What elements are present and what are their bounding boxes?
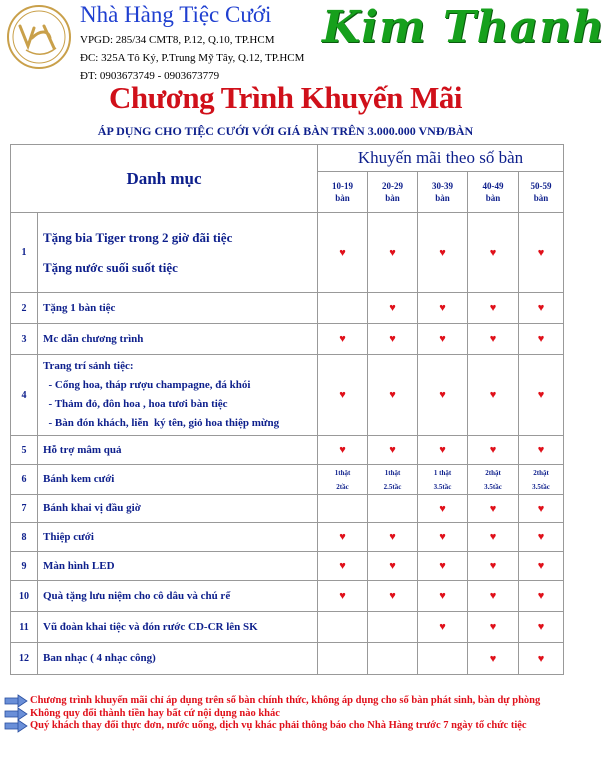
- heart-icon: ♥: [418, 552, 468, 581]
- note-item: [4, 708, 564, 720]
- office-address: VPGD: 285/34 CMT8, P.12, Q.10, TP.HCM: [80, 34, 275, 46]
- cake-size-cell: [318, 465, 368, 495]
- arrow-right-icon: [4, 695, 28, 707]
- heart-icon: ♥: [468, 324, 519, 355]
- heart-icon: ♥: [418, 612, 468, 643]
- row-number: 2: [11, 293, 38, 324]
- table-row: [11, 465, 564, 495]
- heart-icon: ♥: [418, 495, 468, 523]
- row-number: 3: [11, 324, 38, 355]
- cake-height: 2tầc: [336, 482, 349, 491]
- table-row: [11, 436, 564, 465]
- row-line: Vũ đoàn khai tiệc và đón rước CD-CR lên SK: [43, 620, 258, 633]
- heart-icon: ♥: [418, 355, 468, 436]
- heart-icon: ♥: [318, 213, 368, 293]
- row-line: Tặng bia Tiger trong 2 giờ đãi tiệc: [43, 229, 233, 245]
- restaurant-name: Nhà Hàng Tiệc Cưới: [80, 2, 272, 27]
- heart-icon: ♥: [368, 213, 418, 293]
- promotion-table: [10, 144, 564, 675]
- row-description: [38, 355, 318, 436]
- heart-icon: ♥: [468, 523, 519, 552]
- notes: [4, 695, 564, 733]
- promotion-title: Chương Trình Khuyến Mãi: [108, 80, 463, 115]
- cake-height: 2.5tầc: [383, 482, 402, 491]
- heart-icon: ♥: [519, 436, 564, 465]
- row-line: - Cổng hoa, tháp rượu champagne, đá khói: [43, 379, 251, 391]
- heart-icon: ♥: [418, 581, 468, 612]
- table-row: [11, 495, 564, 523]
- row-number: 10: [11, 581, 38, 612]
- heart-icon: ♥: [519, 523, 564, 552]
- heart-icon: ♥: [468, 293, 519, 324]
- column-unit: bàn: [385, 193, 400, 203]
- note-item: [4, 695, 564, 707]
- heart-icon: ♥: [418, 293, 468, 324]
- heart-icon: ♥: [368, 324, 418, 355]
- heart-icon: ♥: [318, 436, 368, 465]
- heart-icon: ♥: [418, 213, 468, 293]
- row-line: Trang trí sảnh tiệc:: [43, 360, 134, 372]
- heart-icon: ♥: [368, 355, 418, 436]
- row-number: 4: [11, 355, 38, 436]
- note-item: [4, 720, 564, 732]
- row-line: Mc dẫn chương trình: [43, 332, 144, 345]
- cake-size-cell: [468, 465, 519, 495]
- row-line: Thiệp cưới: [43, 530, 94, 543]
- heart-icon: ♥: [468, 643, 519, 675]
- heart-icon: ♥: [368, 523, 418, 552]
- heart-icon: ♥: [418, 436, 468, 465]
- cake-size-cell: [519, 465, 564, 495]
- heart-icon: ♥: [418, 324, 468, 355]
- empty-cell: [318, 612, 368, 643]
- row-number: 7: [11, 495, 38, 523]
- cake-tier: 1thật: [384, 468, 401, 477]
- heart-icon: ♥: [368, 581, 418, 612]
- row-description: [38, 495, 318, 523]
- row-description: [38, 324, 318, 355]
- cake-height: 3.5tầc: [532, 482, 550, 491]
- row-line: Bánh kem cưới: [43, 473, 115, 485]
- table-row: [11, 213, 564, 293]
- cake-size-cell: [368, 465, 418, 495]
- heart-icon: ♥: [318, 552, 368, 581]
- row-line: Bánh khai vị đầu giờ: [43, 502, 141, 514]
- column-header-10-19: [318, 172, 368, 213]
- cake-height: 3.5tầc: [484, 482, 502, 491]
- row-description: [38, 612, 318, 643]
- table-row: [11, 643, 564, 675]
- heart-icon: ♥: [468, 495, 519, 523]
- heart-icon: ♥: [468, 213, 519, 293]
- note-text: Chương trình khuyến mãi chỉ áp dụng trên số bàn chính thức, không áp dụng cho số bàn phát sinh, bàn dự phòng: [30, 695, 541, 706]
- empty-cell: [418, 643, 468, 675]
- brand-name: Kim Thanh: [322, 2, 605, 53]
- phone-number: ĐT: 0903673749 - 0903673779: [80, 70, 220, 82]
- heart-icon: ♥: [519, 552, 564, 581]
- venue-address: ĐC: 325A Tô Ký, P.Trung Mỹ Tây, Q.12, TP.HCM: [80, 52, 305, 64]
- table-row: [11, 293, 564, 324]
- empty-cell: [318, 293, 368, 324]
- row-line: - Thảm đỏ, đôn hoa , hoa tươi bàn tiệc: [43, 398, 228, 410]
- row-line: Quà tặng lưu niệm cho cô dâu và chú rể: [43, 589, 231, 602]
- row-number: 5: [11, 436, 38, 465]
- row-number: 6: [11, 465, 38, 495]
- row-description: [38, 213, 318, 293]
- note-text: Không quy đổi thành tiền hay bất cứ nội dụng nào khác: [30, 707, 280, 719]
- row-number: 1: [11, 213, 38, 293]
- heart-icon: ♥: [519, 213, 564, 293]
- row-line: Tặng nước suối suốt tiệc: [43, 259, 178, 275]
- row-description: [38, 581, 318, 612]
- column-header-30-39: [418, 172, 468, 213]
- heart-icon: ♥: [318, 355, 368, 436]
- empty-cell: [368, 612, 418, 643]
- cake-tier: 1thật: [334, 468, 351, 477]
- column-header-40-49: [468, 172, 519, 213]
- row-description: [38, 465, 318, 495]
- heart-icon: ♥: [519, 612, 564, 643]
- table-row: [11, 552, 564, 581]
- heart-icon: ♥: [468, 355, 519, 436]
- table-row: [11, 612, 564, 643]
- column-range: 40-49: [482, 181, 504, 191]
- restaurant-logo: [6, 4, 72, 70]
- empty-cell: [318, 643, 368, 675]
- heart-icon: ♥: [519, 324, 564, 355]
- row-line: Màn hình LED: [43, 559, 115, 572]
- arrow-right-icon: [4, 720, 28, 732]
- row-description: [38, 643, 318, 675]
- column-range: 10-19: [332, 181, 354, 191]
- heart-icon: ♥: [519, 355, 564, 436]
- heart-icon: ♥: [519, 495, 564, 523]
- row-line: - Bàn đón khách, liễn ký tên, giỏ hoa thiệp mừng: [43, 417, 280, 429]
- category-header: Danh mục: [11, 145, 318, 213]
- row-line: Tặng 1 bàn tiệc: [43, 301, 116, 314]
- column-header-50-59: [519, 172, 564, 213]
- table-row: [11, 581, 564, 612]
- cake-tier: 1 thật: [433, 468, 452, 477]
- heart-icon: ♥: [468, 552, 519, 581]
- row-number: 12: [11, 643, 38, 675]
- column-header-20-29: [368, 172, 418, 213]
- promotion-subtitle: ÁP DỤNG CHO TIỆC CƯỚI VỚI GIÁ BÀN TRÊN 3.000.000 VNĐ/BÀN: [97, 124, 474, 138]
- column-range: 50-59: [530, 181, 552, 191]
- heart-icon: ♥: [318, 581, 368, 612]
- heart-icon: ♥: [468, 612, 519, 643]
- row-description: [38, 293, 318, 324]
- heart-icon: ♥: [468, 436, 519, 465]
- table-row: [11, 324, 564, 355]
- empty-cell: [368, 643, 418, 675]
- column-unit: bàn: [485, 193, 501, 203]
- column-unit: bàn: [533, 193, 549, 203]
- cake-size-cell: [418, 465, 468, 495]
- heart-icon: ♥: [368, 436, 418, 465]
- row-number: 11: [11, 612, 38, 643]
- heart-icon: ♥: [368, 293, 418, 324]
- cake-tier: 2thật: [533, 468, 549, 477]
- heart-icon: ♥: [318, 324, 368, 355]
- column-range: 30-39: [432, 181, 454, 191]
- column-unit: bàn: [435, 193, 450, 203]
- heart-icon: ♥: [519, 643, 564, 675]
- row-number: 9: [11, 552, 38, 581]
- note-text: Quý khách thay đổi thực đơn, nước uống, dịch vụ khác phải thông báo cho Nhà Hàng trước 7 ngày tổ chức tiệc: [30, 720, 527, 731]
- row-description: [38, 552, 318, 581]
- row-description: [38, 436, 318, 465]
- arrow-right-icon: [4, 708, 28, 720]
- row-description: [38, 523, 318, 552]
- empty-cell: [318, 495, 368, 523]
- heart-icon: ♥: [468, 581, 519, 612]
- row-line: Ban nhạc ( 4 nhạc công): [43, 652, 156, 664]
- heart-icon: ♥: [318, 523, 368, 552]
- heart-icon: ♥: [519, 293, 564, 324]
- heart-icon: ♥: [368, 552, 418, 581]
- cake-height: 3.5tầc: [433, 482, 452, 491]
- promo-by-tables-header: Khuyến mãi theo số bàn: [318, 145, 564, 172]
- empty-cell: [368, 495, 418, 523]
- column-range: 20-29: [382, 181, 404, 191]
- row-number: 8: [11, 523, 38, 552]
- table-row: [11, 355, 564, 436]
- cake-tier: 2thật: [485, 468, 501, 477]
- table-row: [11, 523, 564, 552]
- heart-icon: ♥: [519, 581, 564, 612]
- column-unit: bàn: [335, 193, 350, 203]
- row-line: Hỗ trợ mâm quả: [43, 443, 122, 456]
- heart-icon: ♥: [418, 523, 468, 552]
